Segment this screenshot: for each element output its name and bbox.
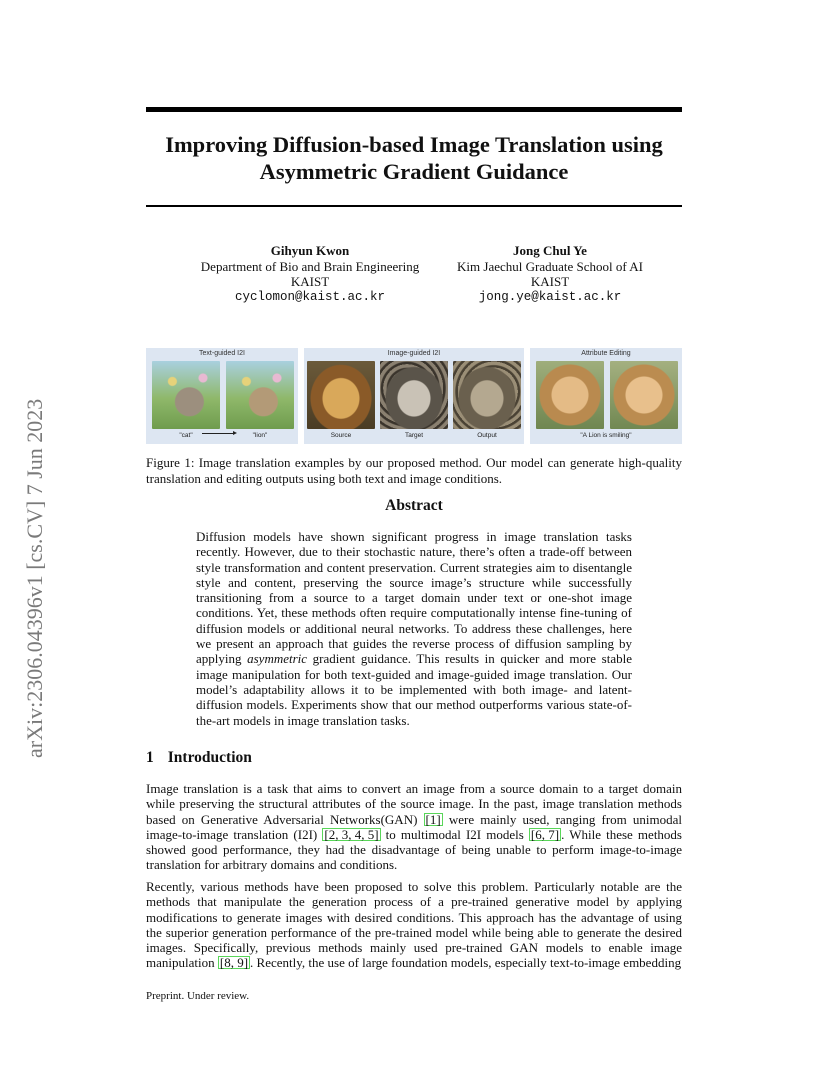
author-affiliation: Kim Jaechul Graduate School of AI	[457, 258, 643, 274]
citation-link[interactable]: [2, 3, 4, 5]	[324, 826, 379, 842]
citation-link[interactable]: [8, 9]	[219, 955, 249, 971]
figure-panel-text-guided	[146, 348, 298, 444]
author-affiliation: Department of Bio and Brain Engineering	[200, 258, 420, 274]
citation-link[interactable]: [6, 7]	[530, 826, 560, 842]
caption-source: Source	[330, 432, 352, 439]
author-name: Jong Chul Ye	[513, 243, 587, 258]
caption-lion-smiling: "A Lion is smiling"	[580, 432, 632, 439]
figure-caption: Figure 1: Image translation examples by our proposed method. Our model can generate high-quality translation and editing outputs using both text and image conditions.	[146, 455, 682, 486]
page-footer: Preprint. Under review.	[146, 990, 250, 1002]
text-span: Image translation is a task that aims to convert an image from a source domain to a target domain while preserving the structural attributes of the source image. In the past, image translation methods based on Generative Adversarial Networks(GAN)	[146, 781, 682, 827]
abstract-text	[196, 529, 632, 728]
text-span: . While these methods showed good performance, they had the disadvantage of being unable to perform image-to-image translation for arbitrary domains and conditions.	[146, 826, 682, 873]
author-email[interactable]: cyclomon@kaist.ac.kr	[234, 289, 386, 304]
figure-1	[146, 348, 682, 444]
caption-cat: "cat"	[179, 432, 193, 439]
source-lion-image	[307, 361, 375, 429]
section-title: Introduction	[167, 749, 252, 766]
author-block-2	[440, 243, 660, 305]
caption-lion: "lion"	[252, 432, 268, 439]
author-institution: KAIST	[530, 274, 570, 289]
arxiv-identifier: arXiv:2306.04396v1 [cs.CV] 7 Jun 2023	[22, 398, 47, 758]
output-image	[453, 361, 521, 429]
text-span: Recently, various methods have been proposed to solve this problem. Particularly notable are the methods that manipulate the generation process of a pre-trained generative model by applying modifications to generate images with desired conditions. This approach has the advantage of using the superior generation performance of the pre-trained model while being able to generate the desired images. Specifically, previous methods mainly used pre-trained GAN models to enable image manipulation	[146, 879, 682, 971]
lion-smiling-image	[610, 361, 678, 429]
title-top-rule	[146, 107, 682, 112]
citation-link[interactable]: [1]	[425, 811, 441, 827]
section-number: 1	[146, 749, 154, 766]
caption-output: Output	[477, 432, 497, 439]
paper-title	[146, 131, 682, 185]
title-line-1: Improving Diffusion-based Image Translation using	[165, 132, 663, 157]
title-bottom-rule	[146, 205, 682, 207]
panel-heading: Image-guided I2I	[387, 350, 441, 357]
author-block-1	[170, 243, 450, 305]
panel-heading: Attribute Editing	[581, 350, 631, 357]
section-heading-introduction	[146, 749, 252, 767]
text-span: . Recently, the use of large foundation models, especially text-to-image embedding	[250, 955, 682, 971]
author-institution: KAIST	[290, 274, 330, 289]
intro-paragraph-1	[146, 781, 682, 873]
target-leopard-image	[380, 361, 448, 429]
author-email[interactable]: jong.ye@kaist.ac.kr	[478, 289, 622, 304]
lion-original-image	[536, 361, 604, 429]
text-span: to multimodal I2I models	[380, 826, 529, 842]
cat-image	[152, 361, 220, 429]
figure-panel-image-guided	[304, 348, 524, 444]
panel-heading: Text-guided I2I	[199, 350, 245, 357]
text-span: were mainly used, ranging from unimodal image-to-image translation (I2I)	[146, 811, 682, 842]
intro-paragraph-2	[146, 879, 682, 971]
figure-panel-attribute-editing	[530, 348, 682, 444]
abstract-part-1: Diffusion models have shown significant progress in image translation tasks recently. However, due to their stochastic nature, there’s often a trade-off between style transformation and content preservation. Current strategies aim to disentangle style and content, preserving the source image’s structure while successfully transitioning from a source to a target domain under text or one-shot image conditions. Yet, these methods often require computationally intense fine-tuning of diffusion models or additional neural networks. To address these challenges, here we present an approach that guides the reverse process of diffusion sampling by applying	[196, 529, 632, 667]
abstract-part-2: gradient guidance. This results in quicker and more stable image manipulation for both text-guided and image-guided image translation. Our model’s adaptability allows it to be implemented with both image- and latent-diffusion models. Experiments show that our method outperforms various state-of-the-art models in image translation tasks.	[196, 651, 632, 728]
abstract-emphasis: asymmetric	[247, 651, 308, 667]
lion-cub-image	[226, 361, 294, 429]
abstract-heading: Abstract	[385, 497, 443, 514]
caption-target: Target	[404, 432, 424, 439]
author-name: Gihyun Kwon	[270, 243, 350, 258]
title-line-2: Asymmetric Gradient Guidance	[259, 159, 569, 184]
